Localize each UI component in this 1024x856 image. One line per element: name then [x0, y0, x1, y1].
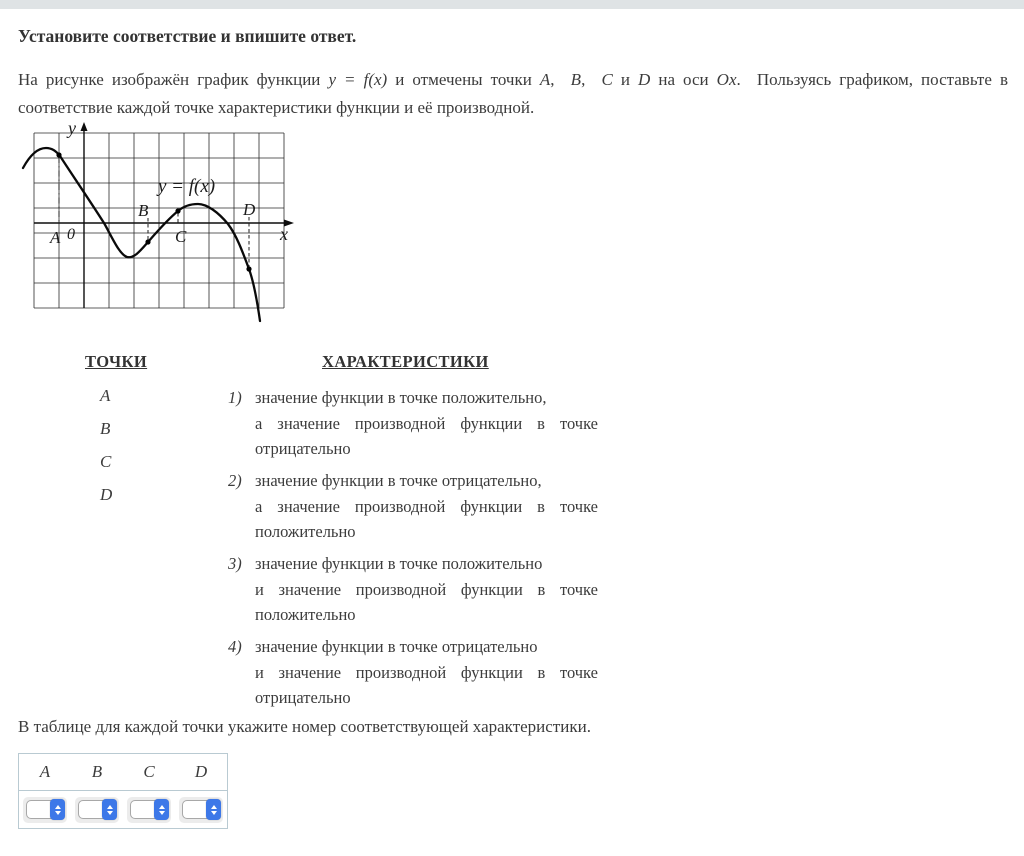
characteristics-header: ХАРАКТЕРИСТИКИ: [322, 352, 489, 371]
answer-spinner-d[interactable]: [179, 797, 223, 823]
y-axis-arrow-icon: [81, 122, 88, 131]
statement-text: . Пользуясь графиком, поставьте в соответствие каждой точке характеристики функции и её производной.: [18, 70, 1008, 117]
characteristic-item-1: [228, 385, 598, 462]
points-header: ТОЧКИ: [85, 352, 148, 371]
answer-cell-c: [123, 797, 175, 823]
top-bar: [0, 0, 1024, 9]
characteristic-line: и значение производной функции в точке: [255, 579, 598, 599]
point-row-c: C: [100, 452, 112, 471]
point-row-d: D: [100, 485, 113, 504]
characteristic-text: [255, 551, 598, 628]
statement-text: и: [612, 70, 638, 89]
answer-instruction: В таблице для каждой точки укажите номер соответствующей характеристики.: [18, 717, 591, 736]
characteristic-line: значение функции в точке отрицательно: [255, 637, 538, 656]
answer-spinner-a[interactable]: [23, 797, 67, 823]
statement-text: на оси: [650, 70, 717, 89]
point-d-ref: D: [638, 70, 651, 89]
characteristic-line: положительно: [255, 605, 356, 624]
x-axis-label: x: [280, 224, 288, 244]
axis-ox-ref: Ox: [716, 70, 737, 89]
characteristic-line: и значение производной функции в точке: [255, 662, 598, 682]
answer-table: [18, 753, 228, 829]
statement-text: ,: [550, 70, 571, 89]
characteristic-line: значение функции в точке положительно,: [255, 388, 547, 407]
characteristic-line: а значение производной функции в точке: [255, 496, 598, 516]
point-a-ref: A: [539, 70, 551, 89]
answer-cell-d: [175, 797, 227, 823]
characteristic-line: значение функции в точке отрицательно,: [255, 471, 542, 490]
characteristic-number: 1): [228, 388, 242, 407]
function-graph: [20, 117, 302, 325]
statement-text: и отмечены точки: [387, 70, 540, 89]
point-b-ref: B: [570, 70, 582, 89]
curve-label: y = f(x): [158, 176, 216, 197]
point-d-label: D: [243, 200, 256, 219]
point-c-dot: [175, 208, 180, 213]
problem-statement: [18, 66, 1008, 121]
point-c-ref: C: [601, 70, 613, 89]
point-a-label: A: [50, 228, 61, 247]
answer-spinner-b[interactable]: [75, 797, 119, 823]
characteristic-line: положительно: [255, 522, 356, 541]
characteristic-line: а значение производной функции в точке: [255, 413, 598, 433]
answer-table-inputs: [19, 791, 227, 828]
characteristic-item-2: [228, 468, 598, 545]
characteristic-item-4: [228, 634, 598, 711]
characteristic-number: 4): [228, 637, 242, 656]
characteristic-text: [255, 468, 598, 545]
origin-label: 0: [67, 226, 75, 243]
point-b-dot: [145, 239, 150, 244]
point-d-dot: [246, 266, 251, 271]
point-c-label: C: [175, 227, 187, 246]
characteristic-number: 3): [228, 554, 242, 573]
spinner-stepper-icon[interactable]: [154, 799, 169, 820]
answer-cell-a: [19, 797, 71, 823]
spinner-stepper-icon[interactable]: [50, 799, 65, 820]
answer-spinner-c[interactable]: [127, 797, 171, 823]
characteristic-text: [255, 385, 598, 462]
point-row-b: B: [100, 419, 111, 438]
answer-cell-b: [71, 797, 123, 823]
grid-lines: [34, 133, 284, 308]
answer-col-d: D: [194, 762, 208, 781]
characteristic-text: [255, 634, 598, 711]
spinner-stepper-icon[interactable]: [206, 799, 221, 820]
statement-text: ,: [581, 70, 602, 89]
answer-col-a: A: [39, 762, 51, 781]
characteristic-line: значение функции в точке положительно: [255, 554, 543, 573]
point-row-a: A: [100, 386, 111, 405]
characteristic-line: отрицательно: [255, 688, 351, 707]
characteristic-line: отрицательно: [255, 439, 351, 458]
answer-col-c: C: [143, 762, 155, 781]
y-axis-label: y: [68, 118, 76, 138]
characteristic-number: 2): [228, 471, 242, 490]
point-b-label: B: [138, 201, 149, 220]
page-title: Установите соответствие и впишите ответ.: [18, 26, 357, 46]
point-a-dot: [56, 152, 61, 157]
spinner-stepper-icon[interactable]: [102, 799, 117, 820]
characteristic-item-3: [228, 551, 598, 628]
answer-table-header: [19, 754, 227, 791]
answer-col-b: B: [91, 762, 103, 781]
statement-text: На рисунке изображён график функции: [18, 70, 329, 89]
formula-y-fx: y = f(x): [328, 70, 388, 89]
